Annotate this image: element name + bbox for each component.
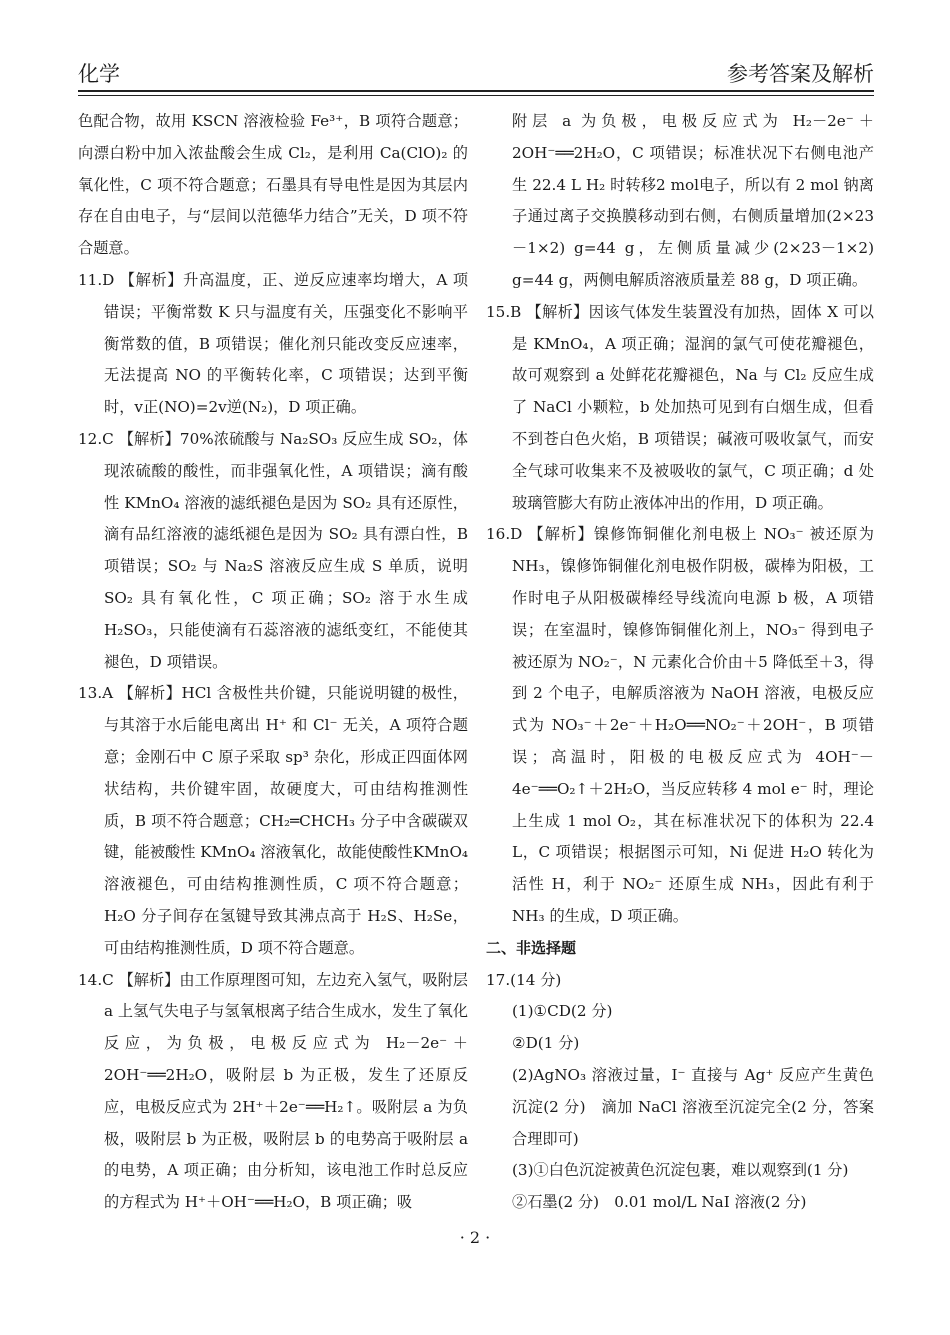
q17-part1-b: ②D(1 分) <box>512 1034 580 1053</box>
q13-text: 13.A 【解析】HCl 含极性共价键，只能说明键的极性，与其溶于水后能电离出 H⁺ 和 Cl⁻ 无关，A 项符合题意；金刚石中 C 原子采取 sp³ 杂化，形成正四面体网状结构，共价键牢固，故硬度大，可由结构推测性质，B 项不符合题意；CH₂═CHCH₃ 分子中含碳碳双键，能被酸性 KMnO₄ 溶液氧化，故能使酸性KMnO₄ 溶液褪色，可由结构推测性质，C 项不符合题意；H₂O 分子间存在氢键导致其沸点高于 H₂S、H₂Se，可由结构推测性质，D 项不符合题意。 <box>78 684 468 957</box>
header-rule-thick <box>78 90 874 92</box>
q17-title: 17.(14 分) <box>486 970 562 989</box>
left-column <box>78 106 468 1219</box>
q12-text: 12.C 【解析】70%浓硫酸与 Na₂SO₃ 反应生成 SO₂，体现浓硫酸的酸性，而非强氧化性，A 项错误；滴有酸性 KMnO₄ 溶液的滤纸褪色是因为 SO₂ 具有还原性，滴有品红溶液的滤纸褪色是因为 SO₂ 具有漂白性，B 项错误；SO₂ 与 Na₂S 溶液反应生成 S 单质，说明 SO₂ 具有氧化性，C 项正确；SO₂ 溶于水生成 H₂SO₃，只能使滴有石蕊溶液的滤纸变红，不能使其褪色，D 项错误。 <box>78 429 468 671</box>
q11-item <box>78 265 468 424</box>
header-rule-thin <box>78 95 874 96</box>
section-heading: 二、非选择题 <box>486 938 577 957</box>
q10-continuation: 色配合物，故用 KSCN 溶液检验 Fe³⁺，B 项符合题意；向漂白粉中加入浓盐酸会生成 Cl₂，是利用 Ca(ClO)₂ 的氧化性，C 项不符合题意；石墨具有导电性是因为其层内存在自由电子，与“层间以范德华力结合”无关，D 项不符合题意。 <box>78 112 468 258</box>
q14-text-part2: 附层 a 为负极，电极反应式为 H₂－2e⁻＋2OH⁻══2H₂O，C 项错误；标准状况下右侧电池产生 22.4 L H₂ 时转移2 mol电子，所以有 2 mol 钠离子通过离子交换膜移动到右侧，右侧质量增加(2×23－1×2) g=44 g，左侧质量减少(2×23－1×2) g=44 g，两侧电解质溶液质量差 88 g，D 项正确。 <box>512 112 874 289</box>
q11-text: 11.D 【解析】升高温度，正、逆反应速率均增大，A 项错误；平衡常数 K 只与温度有关，压强变化不影响平衡常数的值，B 项错误；催化剂只能改变反应速率，无法提高 NO 的平衡转化率，C 项错误；达到平衡时，v正(NO)=2v逆(N₂)，D 项正确。 <box>78 270 468 417</box>
q17-part2: (2)AgNO₃ 溶液过量，I⁻ 直接与 Ag⁺ 反应产生黄色沉淀(2 分) 滴加 NaCl 溶液至沉淀完全(2 分，答案合理即可) <box>512 1065 874 1148</box>
q17-part1-a: (1)①CD(2 分) <box>512 1002 613 1021</box>
q12-item <box>78 424 468 678</box>
q17-part3-a: (3)①白色沉淀被黄色沉淀包裹，难以观察到(1 分) <box>512 1161 849 1180</box>
q17-part3-b: ②石墨(2 分) 0.01 mol/L NaI 溶液(2 分) <box>512 1193 807 1212</box>
q13-item <box>78 678 468 964</box>
header-subject: 化学 <box>78 62 120 86</box>
q15-item <box>486 297 874 520</box>
header-section: 参考答案及解析 <box>727 62 874 86</box>
page-number: · 2 · <box>459 1228 491 1247</box>
q16-item <box>486 519 874 932</box>
q14-text-part1: 14.C 【解析】由工作原理图可知，左边充入氢气，吸附层 a 上氢气失电子与氢氧根离子结合生成水，发生了氧化反应，为负极，电极反应式为 H₂－2e⁻＋2OH⁻══2H₂O，吸附层 b 为正极，发生了还原反应，电极反应式为 2H⁺＋2e⁻══H₂↑。吸附层 a 为负极，吸附层 b 为正极，吸附层 b 的电势高于吸附层 a 的电势，A 项正确；由分析知，该电池工作时总反应的方程式为 H⁺＋OH⁻══H₂O，B 项正确；吸 <box>78 970 468 1212</box>
page-header <box>78 58 874 92</box>
q14-item <box>78 965 468 1219</box>
right-column <box>486 106 874 1219</box>
q16-text: 16.D 【解析】镍修饰铜催化剂电极上 NO₃⁻ 被还原为 NH₃，镍修饰铜催化剂电极作阴极，碳棒为阳极，工作时电子从阳极碳棒经导线流向电源 b 极，A 项错误；在室温时，镍修饰铜催化剂上，NO₃⁻ 得到电子被还原为 NO₂⁻，N 元素化合价由＋5 降低至＋3，得到 2 个电子，电解质溶液为 NaOH 溶液，电极反应式为 NO₃⁻＋2e⁻＋H₂O══NO₂⁻＋2OH⁻，B 项错误；高温时，阳极的电极反应式为 4OH⁻－4e⁻══O₂↑＋2H₂O，当反应转移 4 mol e⁻ 时，理论上生成 1 mol O₂，其在标准状况下的体积为 22.4 L，C 项错误；根据图示可知，Ni 促进 H₂O 转化为活性 H，利于 NO₂⁻ 还原生成 NH₃，因此有利于 NH₃ 的生成，D 项正确。 <box>486 525 874 925</box>
q15-text: 15.B 【解析】因该气体发生装置没有加热，固体 X 可以是 KMnO₄，A 项正确；湿润的氯气可使花瓣褪色，故可观察到 a 处鲜花花瓣褪色，Na 与 Cl₂ 反应生成了 NaCl 小颗粒，b 处加热可见到有白烟生成，但看不到苍白色火焰，B 项错误；碱液可吸收氯气，而安全气球可收集来不及被吸收的氯气，C 项正确；d 处玻璃管膨大有防止液体冲出的作用，D 项正确。 <box>486 302 874 512</box>
